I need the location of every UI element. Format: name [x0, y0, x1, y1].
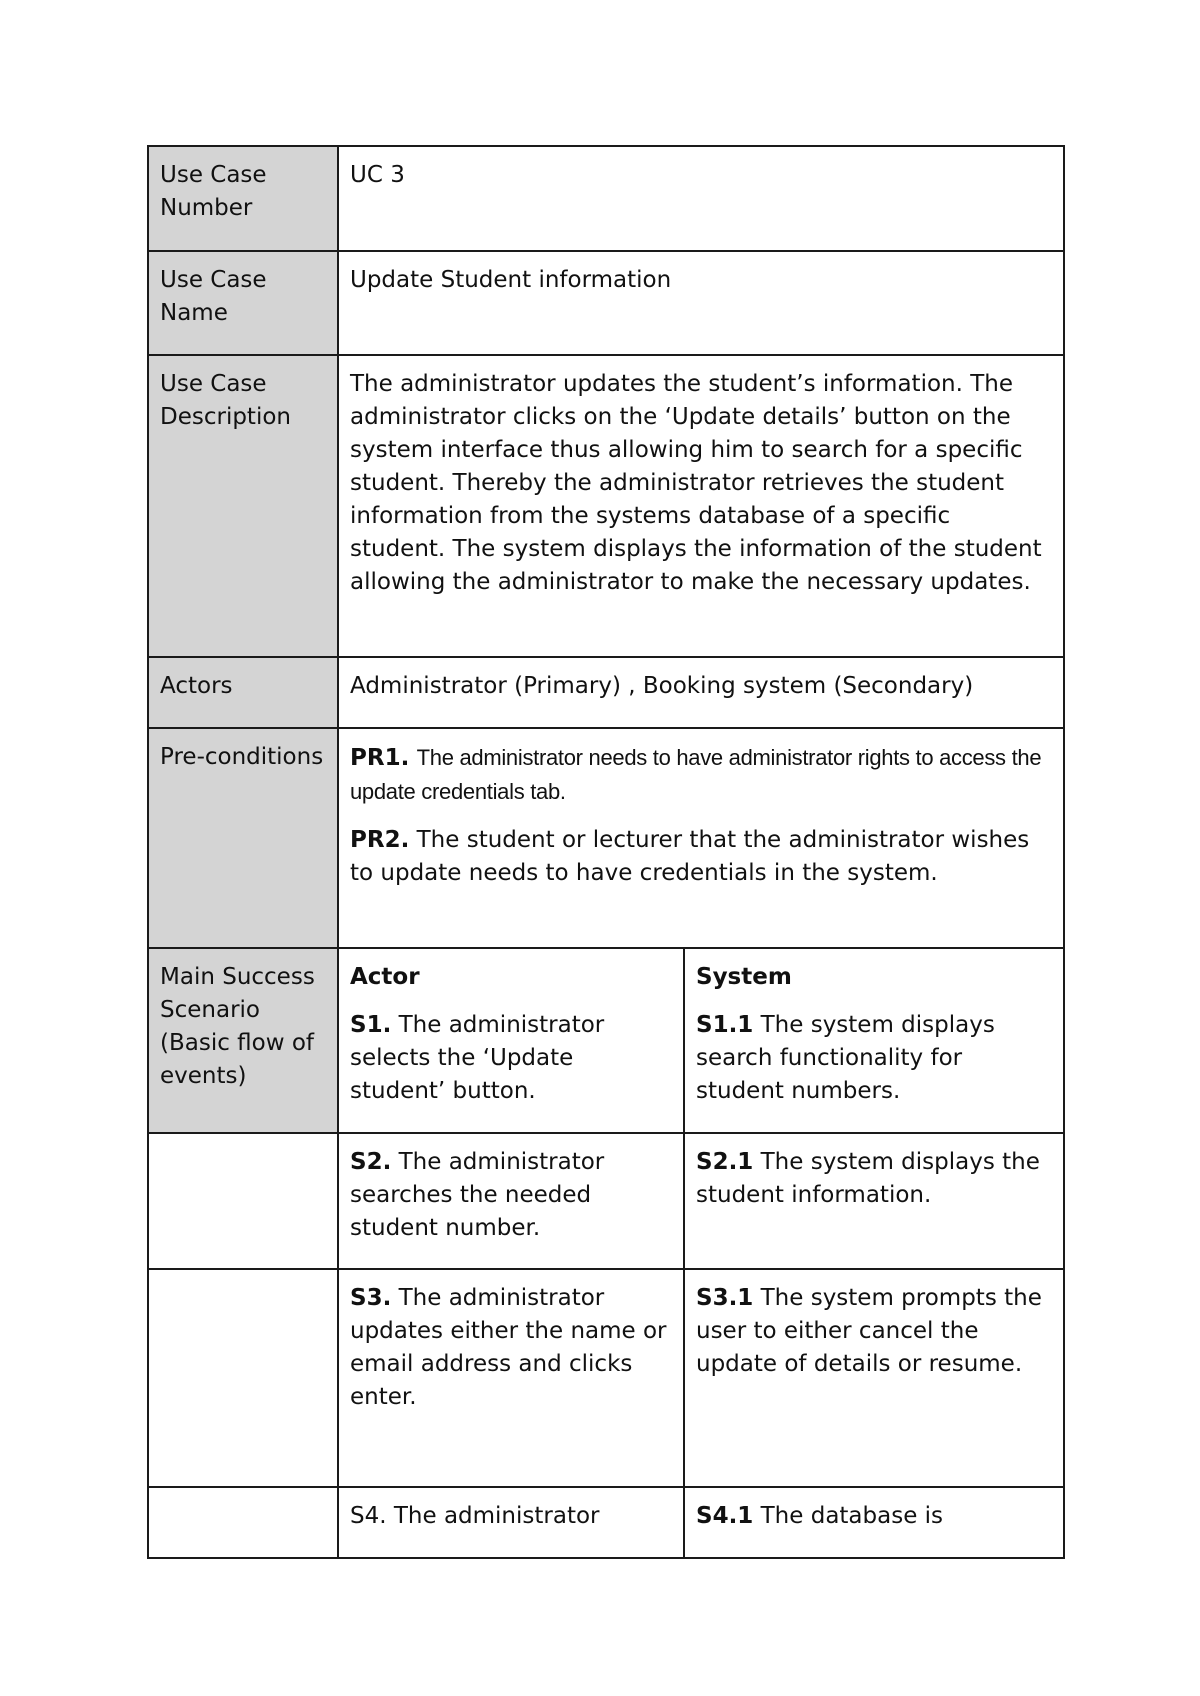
- use-case-description-value: The administrator updates the student’s information. The administrator clicks on the ‘Update details’ button on the system interface thus allowing him to search for a specific student. Thereby the administrator retrieves the student information from the systems database of a specific student. The system displays the information of the student allowing the administrator to make the necessary updates.: [338, 355, 1064, 657]
- scenario-step-row: [148, 1269, 1064, 1487]
- actors-row: [148, 657, 1064, 728]
- system-step-cell: [684, 1487, 1064, 1558]
- use-case-description-row: [148, 355, 1064, 657]
- use-case-table: [147, 145, 1065, 1559]
- precondition-item: [350, 824, 1052, 890]
- empty-label-cell: [148, 1269, 338, 1487]
- precondition-id: PR2.: [350, 827, 410, 853]
- system-step: S4.1 The database is: [696, 1503, 944, 1529]
- system-step-cell: [684, 1133, 1064, 1269]
- actor-step: S4. The administrator: [350, 1503, 600, 1529]
- actor-step-cell: [338, 948, 684, 1133]
- actors-value: Administrator (Primary) , Booking system (Secondary): [338, 657, 1064, 728]
- scenario-step-row: [148, 948, 1064, 1133]
- actor-step: S3. The administrator updates either the name or email address and clicks enter.: [350, 1285, 667, 1410]
- precondition-id: PR1.: [350, 745, 410, 771]
- scenario-step-row: [148, 1133, 1064, 1269]
- actor-column-header: Actor: [350, 964, 420, 990]
- system-step: S3.1 The system prompts the user to either cancel the update of details or resume.: [696, 1285, 1042, 1377]
- system-step: S2.1 The system displays the student information.: [696, 1149, 1040, 1208]
- use-case-description-label: Use Case Description: [148, 355, 338, 657]
- use-case-name-row: [148, 251, 1064, 355]
- actor-step: S1. The administrator selects the ‘Update student’ button.: [350, 1012, 605, 1104]
- actor-step-cell: [338, 1269, 684, 1487]
- preconditions-row: [148, 728, 1064, 948]
- use-case-number-value: UC 3: [338, 146, 1064, 251]
- empty-label-cell: [148, 1133, 338, 1269]
- actor-step-cell: [338, 1487, 684, 1558]
- actor-step-cell: [338, 1133, 684, 1269]
- system-step-cell: [684, 1269, 1064, 1487]
- scenario-step-row: [148, 1487, 1064, 1558]
- system-step-cell: [684, 948, 1064, 1133]
- empty-label-cell: [148, 1487, 338, 1558]
- precondition-text: The student or lecturer that the administrator wishes to update needs to have credentials in the system.: [350, 827, 1030, 886]
- use-case-number-label: Use Case Number: [148, 146, 338, 251]
- system-step: S1.1 The system displays search functionality for student numbers.: [696, 1012, 995, 1104]
- precondition-text: The administrator needs to have administrator rights to access the update credentials tab.: [350, 745, 1042, 804]
- actor-step: S2. The administrator searches the needed student number.: [350, 1149, 605, 1241]
- use-case-number-row: [148, 146, 1064, 251]
- main-success-scenario-label: Main Success Scenario (Basic flow of events): [148, 948, 338, 1133]
- preconditions-label: Pre-conditions: [148, 728, 338, 948]
- system-column-header: System: [696, 964, 792, 990]
- actors-label: Actors: [148, 657, 338, 728]
- preconditions-value: [338, 728, 1064, 948]
- use-case-name-value: Update Student information: [338, 251, 1064, 355]
- use-case-name-label: Use Case Name: [148, 251, 338, 355]
- precondition-item: [350, 741, 1052, 809]
